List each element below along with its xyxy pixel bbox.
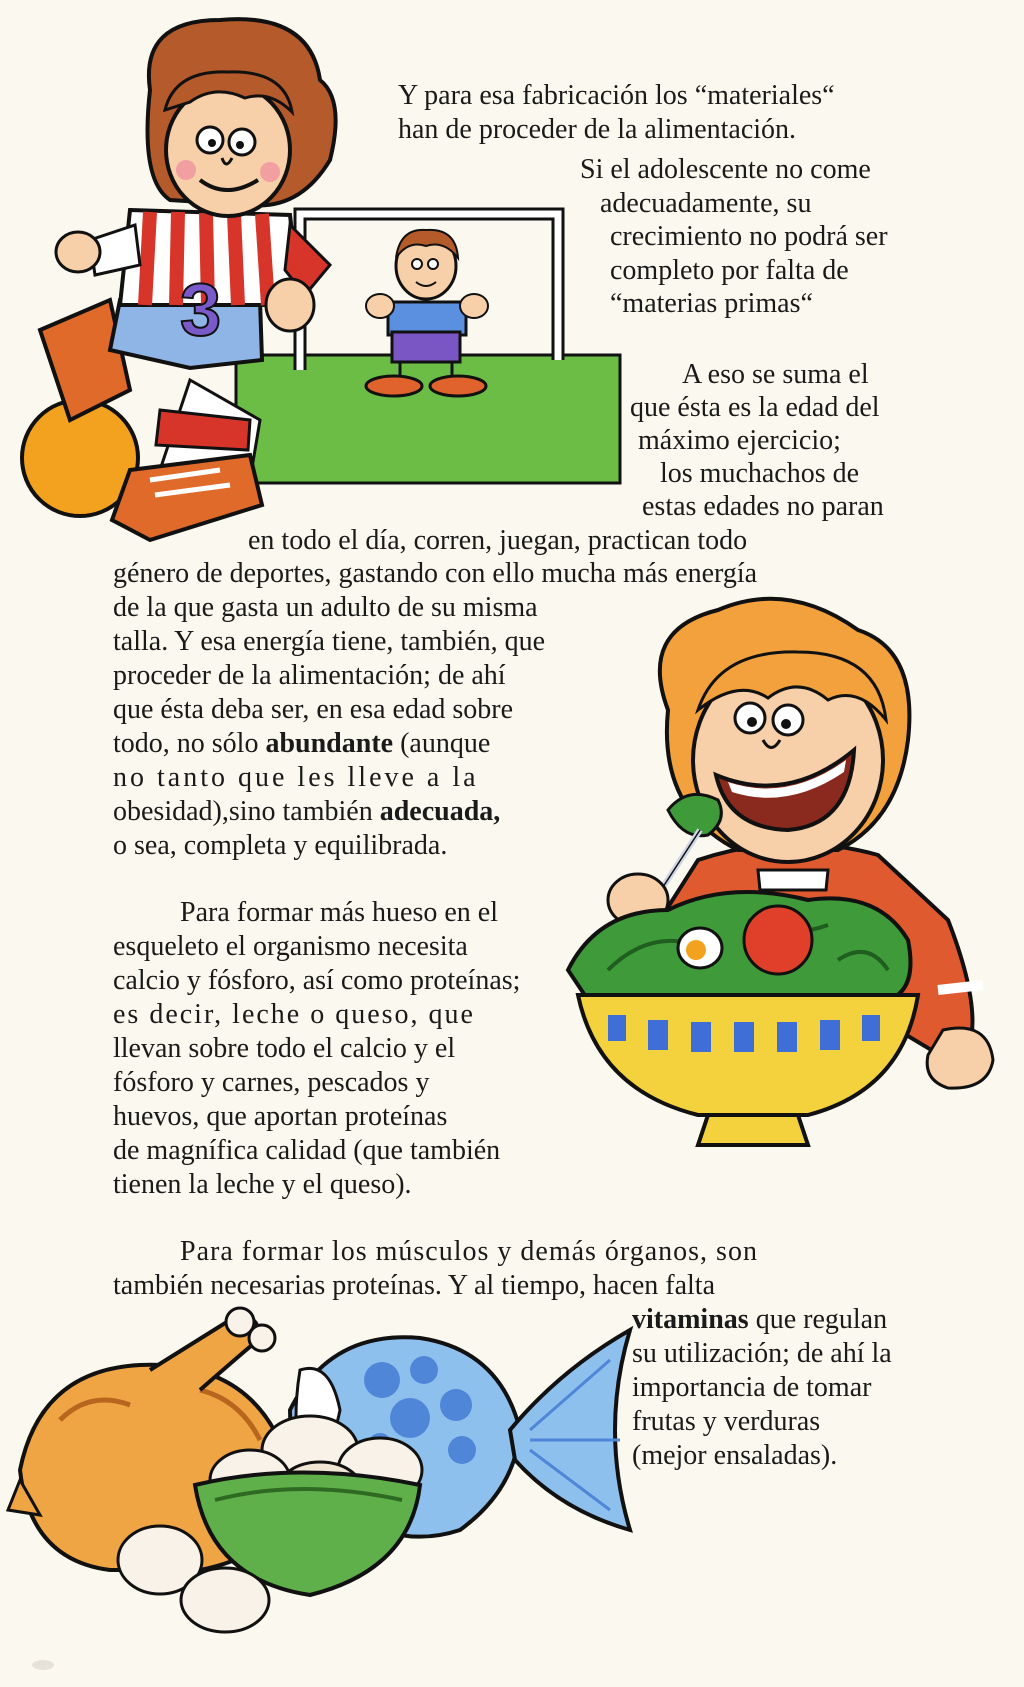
paragraph-2-line-13: no tanto que les lleve a la	[113, 762, 479, 793]
paragraph-1-line-3: Si el adolescente no come	[580, 154, 871, 185]
paragraph-4-line-3: vitaminas que regulan	[632, 1304, 888, 1335]
paragraph-1-line-7: “materias primas“	[610, 288, 813, 319]
paragraph-3-line-1: Para formar más hueso en el	[180, 897, 498, 928]
paragraph-4-line-2: también necesarias proteínas. Y al tiempo, hacen falta	[113, 1270, 715, 1301]
paragraph-2-line-6: en todo el día, corren, juegan, practican todo	[248, 525, 748, 556]
bold-adecuada: adecuada,	[379, 796, 501, 827]
paragraph-2-line-1: A eso se suma el	[682, 359, 869, 390]
paragraph-2-line-15: o sea, completa y equilibrada.	[113, 830, 448, 861]
paragraph-3-line-4: es decir, leche o queso, que	[113, 999, 475, 1030]
paragraph-2-line-3: máximo ejercicio;	[638, 425, 841, 456]
paragraph-2-line-8: de la que gasta un adulto de su misma	[113, 592, 538, 623]
paragraph-3-line-9: tienen la leche y el queso).	[113, 1169, 412, 1200]
paragraph-1-line-6: completo por falta de	[610, 255, 849, 286]
page-smudge	[32, 1660, 54, 1670]
bold-abundante: abundante	[265, 728, 394, 759]
paragraph-2-line-7: género de deportes, gastando con ello mucha más energía	[113, 558, 758, 589]
paragraph-4-line-4: su utilización; de ahí la	[632, 1338, 892, 1369]
paragraph-2-line-12: todo, no sólo abundante (aunque	[113, 728, 491, 759]
paragraph-1-line-4: adecuadamente, su	[600, 188, 812, 219]
paragraph-1-line-5: crecimiento no podrá ser	[610, 221, 888, 252]
paragraph-3-line-2: esqueleto el organismo necesita	[113, 931, 468, 962]
paragraph-2-line-10: proceder de la alimentación; de ahí	[113, 660, 506, 691]
salad-boy-illustration	[588, 590, 1008, 1190]
paragraph-4-line-7: (mejor ensaladas).	[632, 1440, 838, 1471]
jersey-number: 3	[180, 268, 222, 351]
paragraph-1-line-2: han de proceder de la alimentación.	[398, 114, 797, 145]
paragraph-2-line-2: que ésta es la edad del	[630, 392, 880, 423]
paragraph-4-line-5: importancia de tomar	[632, 1372, 872, 1403]
bold-vitaminas: vitaminas	[632, 1304, 749, 1335]
food-illustration	[0, 1310, 640, 1640]
paragraph-4-line-1: Para formar los músculos y demás órganos, son	[180, 1236, 758, 1267]
paragraph-3-line-3: calcio y fósforo, así como proteínas;	[113, 965, 521, 996]
paragraph-2-line-5: estas edades no paran	[642, 491, 884, 522]
paragraph-2-line-14: obesidad),sino también adecuada,	[113, 796, 501, 827]
paragraph-2-line-9: talla. Y esa energía tiene, también, que	[113, 626, 546, 657]
paragraph-3-line-8: de magnífica calidad (que también	[113, 1135, 501, 1166]
paragraph-3-line-7: huevos, que aportan proteínas	[113, 1101, 448, 1132]
paragraph-2-line-4: los muchachos de	[660, 458, 860, 489]
paragraph-3-line-5: llevan sobre todo el calcio y el	[113, 1033, 456, 1064]
paragraph-4-line-6: frutas y verduras	[632, 1406, 821, 1437]
paragraph-1-line-1: Y para esa fabricación los “materiales“	[398, 80, 835, 111]
paragraph-3-line-6: fósforo y carnes, pescados y	[113, 1067, 430, 1098]
paragraph-2-line-11: que ésta deba ser, en esa edad sobre	[113, 694, 514, 725]
